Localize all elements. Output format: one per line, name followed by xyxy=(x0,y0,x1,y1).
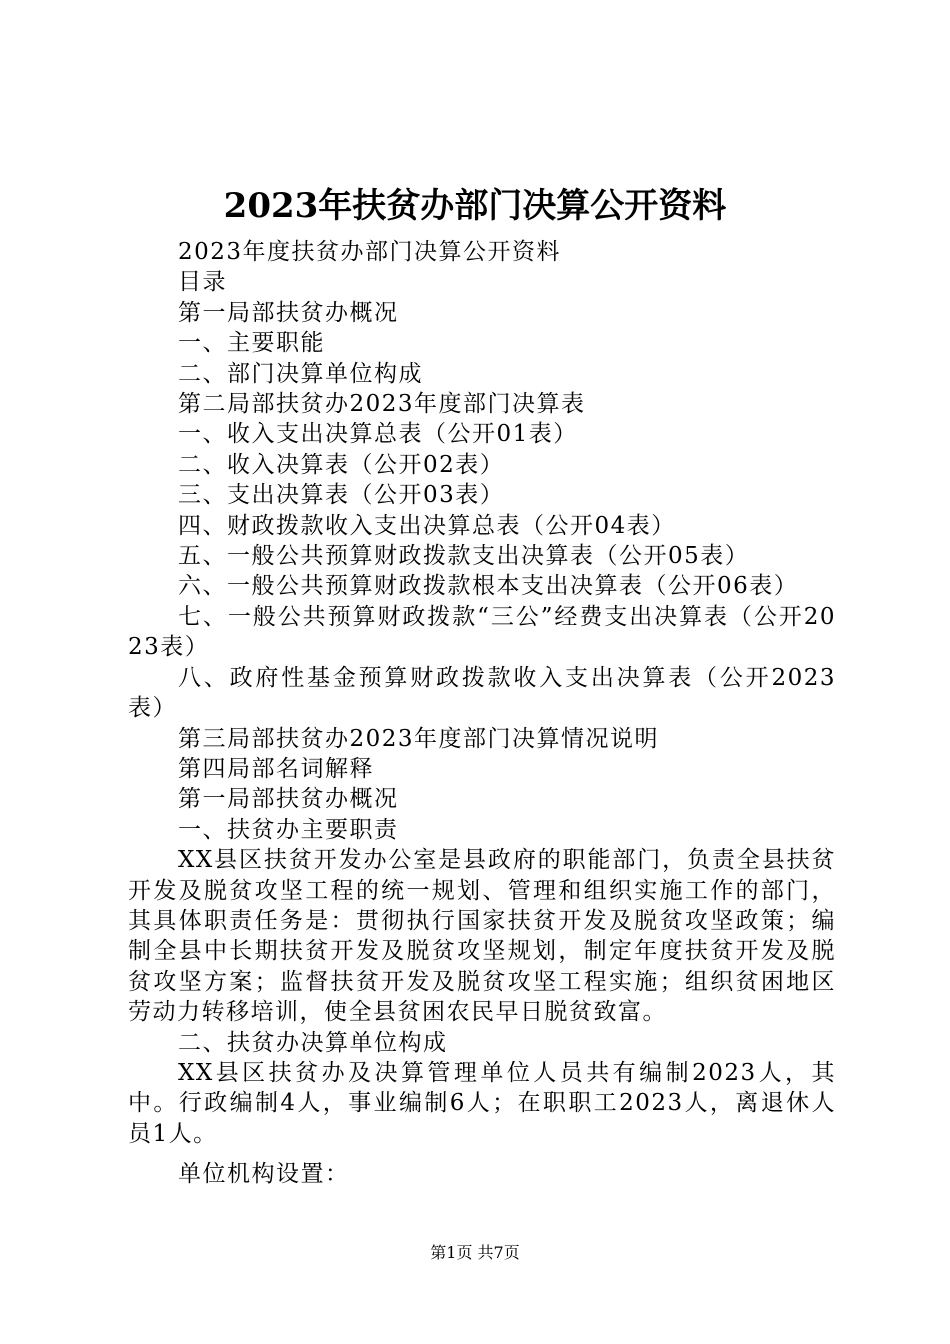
toc-item: 一、收入支出决算总表（公开01表） xyxy=(178,421,578,448)
duties-paragraph: XX县区扶贫开发办公室是县政府的职能部门，负责全县扶贫开发及脱贫攻坚工程的统一规划、管理和组织实施工作的部门，其具体职责任务是：贯彻执行国家扶贫开发及脱贫攻坚政策；编制全县中长期扶贫开发及脱贫攻坚规划，制定年度扶贫开发及脱贫攻坚方案；监督扶贫开发及脱贫攻坚工程实施；组织贫困地区劳动力转移培训，使全县贫困农民早日脱贫致富。 xyxy=(128,847,836,1026)
toc-part-3: 第三局部扶贫办2023年度部门决算情况说明 xyxy=(178,725,660,752)
toc-item: 五、一般公共预算财政拨款支出决算表（公开05表） xyxy=(178,543,750,570)
page-footer: 第1页 共7页 xyxy=(430,1243,520,1262)
toc-item: 一、主要职能 xyxy=(178,330,325,357)
toc-part-4: 第四局部名词解释 xyxy=(178,755,374,782)
toc-item: 四、财政拨款收入支出决算总表（公开04表） xyxy=(178,512,676,539)
section-heading: 第一局部扶贫办概况 xyxy=(178,786,399,813)
document-body xyxy=(128,237,836,1190)
toc-heading: 目录 xyxy=(178,269,227,296)
toc-item: 二、收入决算表（公开02表） xyxy=(178,451,505,478)
toc-item-wrapped: 八、政府性基金预算财政拨款收入支出决算表（公开2023表） xyxy=(128,664,836,722)
subsection-heading: 一、扶贫办主要职责 xyxy=(178,816,399,843)
toc-item-wrapped: 七、一般公共预算财政拨款“三公”经费支出决算表（公开2023表） xyxy=(128,603,836,661)
toc-item: 三、支出决算表（公开03表） xyxy=(178,482,505,509)
subtitle-line: 2023年度扶贫办部门决算公开资料 xyxy=(178,239,562,265)
staff-paragraph: XX县区扶贫办及决算管理单位人员共有编制2023人，其中。行政编制4人，事业编制6人；在职职工2023人，离退休人员1人。 xyxy=(128,1059,836,1147)
toc-part-2: 第二局部扶贫办2023年度部门决算表 xyxy=(178,391,586,418)
toc-part-1: 第一局部扶贫办概况 xyxy=(178,299,399,326)
document-title: 2023年扶贫办部门决算公开资料 xyxy=(223,186,727,226)
toc-item: 二、部门决算单位构成 xyxy=(178,360,423,387)
subsection-heading: 二、扶贫办决算单位构成 xyxy=(178,1029,448,1056)
toc-item: 六、一般公共预算财政拨款根本支出决算表（公开06表） xyxy=(178,573,799,600)
org-heading: 单位机构设置： xyxy=(178,1161,350,1188)
